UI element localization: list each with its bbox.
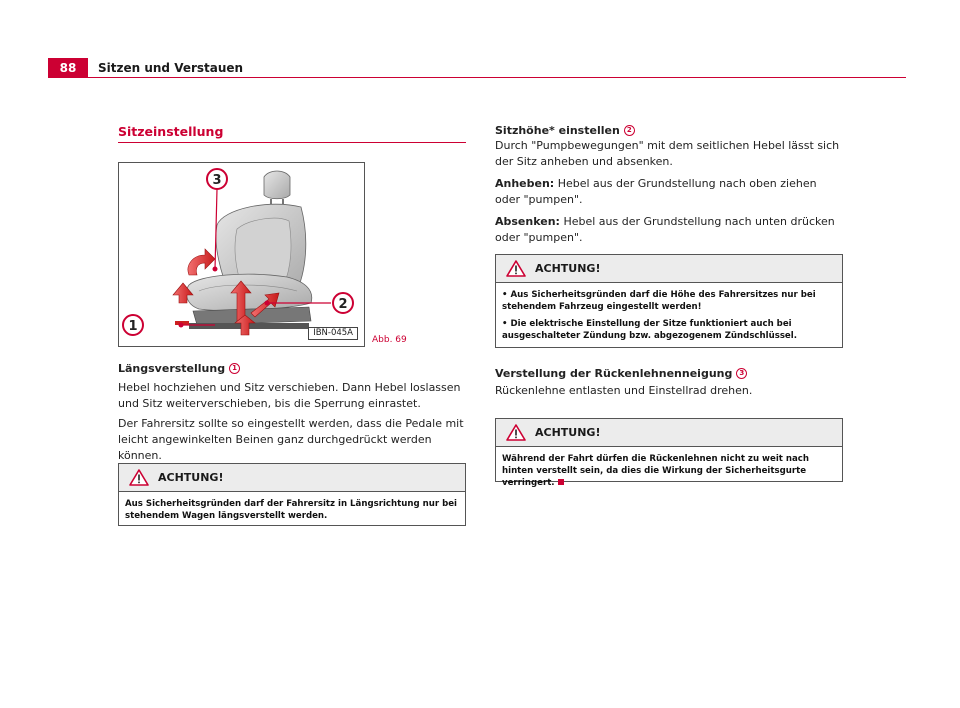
warning-text: Aus Sicherheitsgründen darf der Fahrersitz in Längsrichtung nur bei stehendem Wagen längsverstellt werden.	[125, 499, 457, 521]
callout-2-label: 2	[338, 297, 348, 312]
warning-triangle-icon	[506, 260, 526, 277]
laengs-paragraph-1: Hebel hochziehen und Sitz verschieben. Dann Hebel loslassen und Sitz weiterverschieben, bis die Sperrung einrastet.	[118, 381, 461, 410]
ruecken-heading: Verstellung der Rückenlehnenneigung 3	[495, 367, 845, 380]
warning-box-right-2	[495, 418, 843, 488]
ruecken-section	[495, 367, 845, 399]
end-of-section-mark	[558, 479, 564, 485]
hoehe-heading: Sitzhöhe* einstellen 2	[495, 124, 845, 137]
hoehe-paragraph: Durch "Pumpbewegungen" mit dem seitlichen Hebel lässt sich der Sitz anheben und absenken.	[495, 139, 840, 168]
section-title: Sitzeinstellung	[118, 124, 224, 139]
callout-1	[123, 315, 143, 335]
warning-text-wrap	[496, 447, 842, 493]
warning-title: ACHTUNG!	[535, 426, 601, 439]
header-divider	[48, 77, 906, 78]
warning-title: ACHTUNG!	[535, 262, 601, 275]
figure-label: Abb. 69	[372, 335, 407, 345]
warning-item: • Die elektrische Einstellung der Sitze funktioniert auch bei ausgeschalteter Zündung bzw. abgezogenem Zündschlüssel.	[502, 319, 797, 341]
section-divider	[118, 142, 466, 143]
absenken-label: Absenken:	[495, 215, 560, 228]
absenken-paragraph	[495, 214, 845, 246]
callout-3-label: 3	[212, 173, 222, 188]
anheben-label: Anheben:	[495, 177, 555, 190]
laengs-section	[118, 362, 468, 464]
page-number: 88	[48, 58, 88, 78]
seat-figure	[118, 162, 365, 347]
laengs-heading: Längsverstellung 1	[118, 362, 468, 375]
warning-list	[496, 283, 842, 351]
warning-triangle-icon	[129, 469, 149, 486]
figure-code: IBN-045A	[308, 327, 358, 340]
warning-text: Während der Fahrt dürfen die Rückenlehnen nicht zu weit nach hinten verstellt sein, da dies die Wirkung der Sicherheitsgurte verringert.	[502, 454, 809, 488]
warning-header	[496, 255, 842, 282]
warning-triangle-icon	[506, 424, 526, 441]
warning-header	[119, 464, 465, 491]
warning-box-right-1	[495, 254, 843, 348]
seat-illustration	[119, 163, 364, 346]
chapter-title: Sitzen und Verstauen	[98, 61, 244, 75]
hoehe-section	[495, 124, 845, 246]
callout-2	[333, 293, 353, 313]
callout-3	[207, 169, 227, 189]
laengs-paragraph-2: Der Fahrersitz sollte so eingestellt werden, dass die Pedale mit leicht angewinkelten Beinen ganz durchgedrückt werden können.	[118, 417, 464, 462]
warning-title: ACHTUNG!	[158, 471, 224, 484]
ref-marker-1: 1	[229, 363, 240, 374]
ref-marker-2: 2	[624, 125, 635, 136]
warning-header	[496, 419, 842, 446]
callout-1-label: 1	[128, 319, 138, 334]
warning-item: • Aus Sicherheitsgründen darf die Höhe des Fahrersitzes nur bei stehendem Fahrzeug eingestellt werden!	[502, 290, 816, 312]
ruecken-paragraph: Rückenlehne entlasten und Einstellrad drehen.	[495, 384, 753, 397]
warning-box-left	[118, 463, 466, 526]
absenken-text: Hebel aus der Grundstellung nach unten drücken oder "pumpen".	[495, 215, 835, 244]
anheben-paragraph	[495, 176, 845, 208]
anheben-text: Hebel aus der Grundstellung nach oben ziehen oder "pumpen".	[495, 177, 817, 206]
ref-marker-3: 3	[736, 368, 747, 379]
